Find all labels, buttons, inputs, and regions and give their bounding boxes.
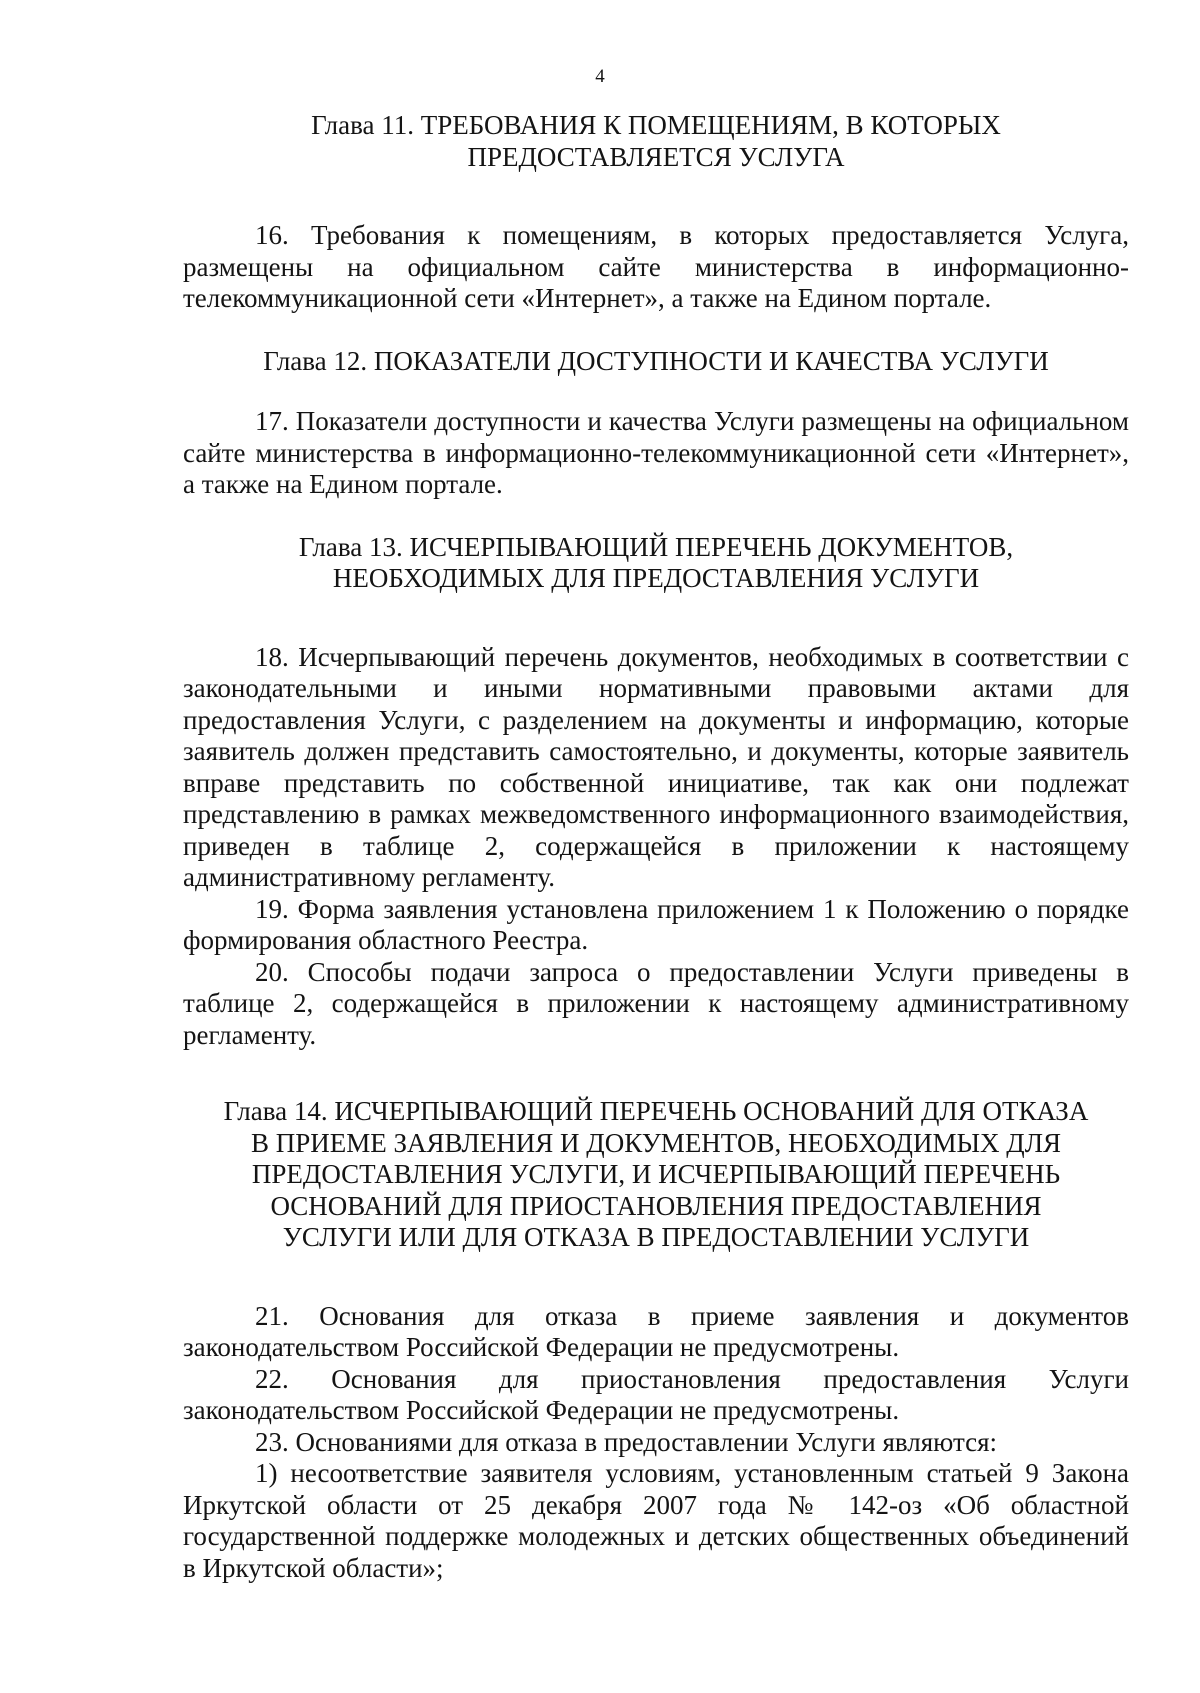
chapter-13-heading	[183, 532, 1129, 595]
paragraph-18: 18. Исчерпывающий перечень документов, необходимых в соответствии с законодательными и иными нормативными правовыми актами для предоставления Услуги, с разделением на документы и информацию, которые заявитель должен представить самостоятельно, и документы, которые заявитель вправе представить по собственной инициативе, так как они подлежат представлению в рамках межведомственного информационного взаимодействия, приведен в таблице 2, содержащейся в приложении к настоящему административному регламенту.	[183, 641, 1129, 892]
paragraph-16: 16. Требования к помещениям, в которых предоставляется Услуга, размещены на официальном сайте министерства в информационно-телекоммуникационной сети «Интернет», а также на Едином портале.	[183, 220, 1129, 313]
spacer	[183, 377, 1129, 406]
chapter-11-heading	[183, 110, 1129, 173]
paragraph-22: 22. Основания для приостановления предоставления Услуги законодательством Российской Федерации не предусмотрены.	[183, 1363, 1129, 1425]
spacer	[183, 595, 1129, 642]
chapter-11-heading-line-1: Глава 11. ТРЕБОВАНИЯ К ПОМЕЩЕНИЯМ, В КОТОРЫХ	[311, 110, 1001, 140]
chapter-14-heading	[183, 1096, 1129, 1254]
chapter-13-heading-line-1: Глава 13. ИСЧЕРПЫВАЮЩИЙ ПЕРЕЧЕНЬ ДОКУМЕНТОВ,	[298, 531, 1014, 562]
paragraph-17: 17. Показатели доступности и качества Услуги размещены на официальном сайте министерства в информационно-телекоммуникационной сети «Интернет», а также на Едином портале.	[183, 406, 1129, 499]
chapter-14-heading-line-2: В ПРИЕМЕ ЗАЯВЛЕНИЯ И ДОКУМЕНТОВ, НЕОБХОДИМЫХ ДЛЯ	[250, 1127, 1062, 1158]
paragraph-20: 20. Способы подачи запроса о предоставлении Услуги приведены в таблице 2, содержащейся в приложении к настоящему административному регламенту.	[183, 956, 1129, 1050]
paragraph-19: 19. Форма заявления установлена приложением 1 к Положению о порядке формирования областного Реестра.	[183, 893, 1129, 955]
chapter-13-heading-line-2: НЕОБХОДИМЫХ ДЛЯ ПРЕДОСТАВЛЕНИЯ УСЛУГИ	[332, 563, 980, 593]
chapter-14-heading-line-4: ОСНОВАНИЙ ДЛЯ ПРИОСТАНОВЛЕНИЯ ПРЕДОСТАВЛЕНИЯ	[270, 1190, 1042, 1221]
paragraph-23-item-1: 1) несоответствие заявителя условиям, установленным статьей 9 Закона Иркутской области от 25 декабря 2007 года № 142-оз «Об областной государственной поддержке молодежных и детских общественных объединений в Иркутской области»;	[183, 1458, 1129, 1583]
chapter-11-heading-line-2: ПРЕДОСТАВЛЯЕТСЯ УСЛУГА	[467, 141, 845, 172]
paragraph-23: 23. Основаниями для отказа в предоставлении Услуги являются:	[255, 1426, 998, 1457]
chapter-14-heading-line-1: Глава 14. ИСЧЕРПЫВАЮЩИЙ ПЕРЕЧЕНЬ ОСНОВАНИЙ ДЛЯ ОТКАЗА	[223, 1096, 1089, 1126]
chapter-12-heading-line-1: Глава 12. ПОКАЗАТЕЛИ ДОСТУПНОСТИ И КАЧЕСТВА УСЛУГИ	[263, 345, 1049, 376]
paragraph-21: 21. Основания для отказа в приеме заявления и документов законодательством Российской Федерации не предусмотрены.	[183, 1300, 1129, 1362]
spacer	[183, 173, 1129, 220]
page-number: 4	[595, 66, 605, 87]
spacer	[183, 501, 1129, 532]
spacer	[183, 1051, 1129, 1096]
chapter-14-heading-line-3: ПРЕДОСТАВЛЕНИЯ УСЛУГИ, И ИСЧЕРПЫВАЮЩИЙ ПЕРЕЧЕНЬ	[251, 1159, 1061, 1189]
spacer	[183, 315, 1129, 346]
document-body	[183, 110, 1129, 1584]
chapter-14-heading-line-5: УСЛУГИ ИЛИ ДЛЯ ОТКАЗА В ПРЕДОСТАВЛЕНИИ УСЛУГИ	[282, 1222, 1030, 1252]
spacer	[183, 1254, 1129, 1301]
chapter-12-heading	[183, 346, 1129, 378]
